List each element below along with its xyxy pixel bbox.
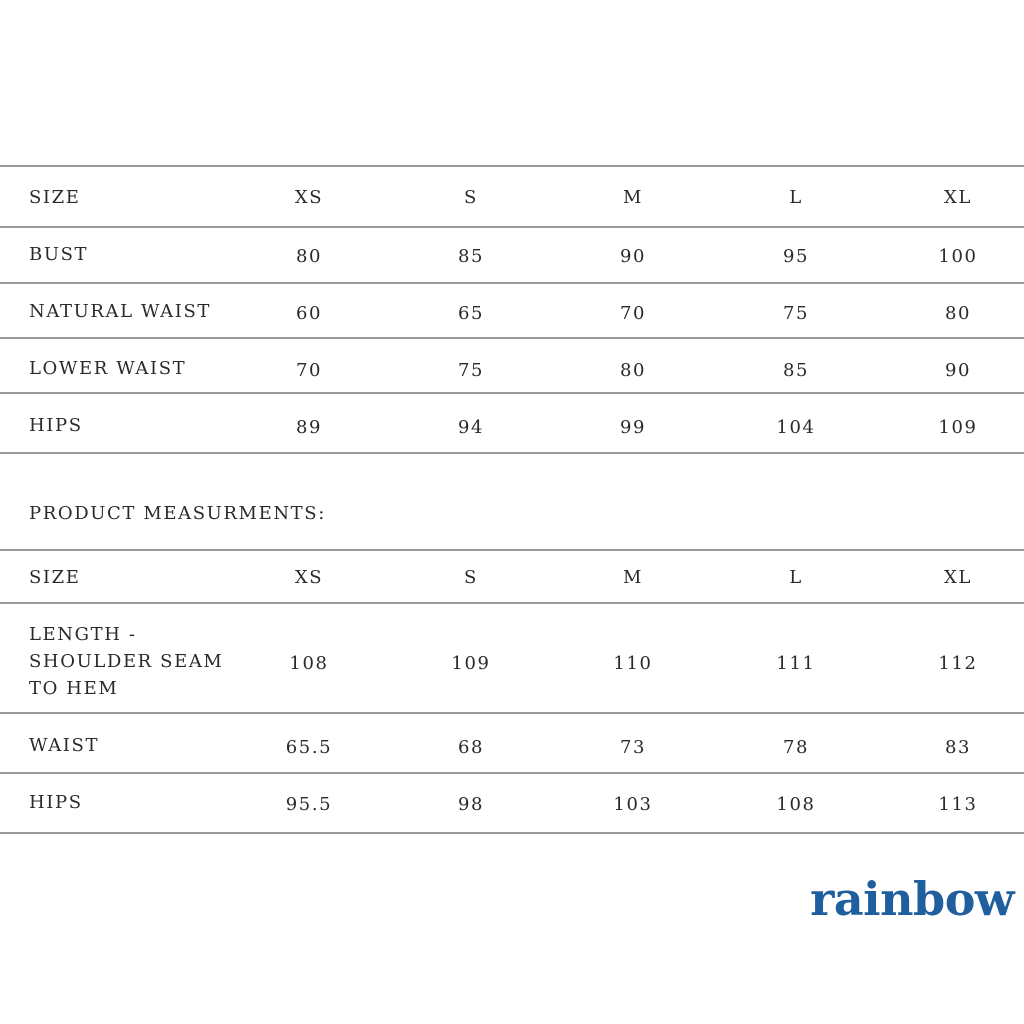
table-rule xyxy=(0,602,1024,604)
table-cell: 95.5 xyxy=(285,794,333,815)
table-rule xyxy=(0,226,1024,228)
table-cell: 95 xyxy=(782,246,810,267)
header-cell-xs: XS xyxy=(294,567,324,588)
table-cell: 98 xyxy=(457,794,485,815)
table-rule xyxy=(0,712,1024,714)
table-rule xyxy=(0,337,1024,339)
table-cell: 60 xyxy=(295,303,323,324)
row-label: BUST xyxy=(29,244,89,265)
table-cell: 94 xyxy=(457,417,485,438)
header-cell-s: S xyxy=(464,567,478,588)
table-cell: 80 xyxy=(295,246,323,267)
table-rule xyxy=(0,549,1024,551)
row-label: LOWER WAIST xyxy=(29,358,187,379)
header-cell-xl: XL xyxy=(944,187,972,208)
table-cell: 80 xyxy=(944,303,972,324)
header-cell-s: S xyxy=(464,187,478,208)
table-rule xyxy=(0,772,1024,774)
table-cell: 85 xyxy=(457,246,485,267)
table-cell: 111 xyxy=(776,653,816,674)
table-cell: 110 xyxy=(613,653,653,674)
row-label-line: TO HEM xyxy=(29,678,119,699)
header-cell-l: L xyxy=(789,567,803,588)
table-cell: 108 xyxy=(289,653,329,674)
table-cell: 68 xyxy=(457,737,485,758)
table-rule xyxy=(0,452,1024,454)
table-cell: 113 xyxy=(938,794,978,815)
header-cell-l: L xyxy=(789,187,803,208)
table-cell: 78 xyxy=(782,737,810,758)
table-cell: 109 xyxy=(451,653,491,674)
header-cell-m: M xyxy=(622,567,644,588)
table-cell: 75 xyxy=(782,303,810,324)
table-cell: 90 xyxy=(944,360,972,381)
table-cell: 70 xyxy=(619,303,647,324)
table-cell: 108 xyxy=(776,794,816,815)
table-cell: 103 xyxy=(613,794,653,815)
table-cell: 104 xyxy=(776,417,816,438)
table-cell: 90 xyxy=(619,246,647,267)
table-rule xyxy=(0,165,1024,167)
header-cell-m: M xyxy=(622,187,644,208)
table-cell: 70 xyxy=(295,360,323,381)
table-cell: 112 xyxy=(938,653,978,674)
row-label: HIPS xyxy=(29,415,83,436)
header-cell-size: SIZE xyxy=(29,187,81,208)
row-label-line: SHOULDER SEAM xyxy=(29,651,224,672)
table-cell: 75 xyxy=(457,360,485,381)
table-cell: 80 xyxy=(619,360,647,381)
header-cell-xl: XL xyxy=(944,567,972,588)
table-cell: 109 xyxy=(938,417,978,438)
row-label-line: LENGTH - xyxy=(29,624,137,645)
table-cell: 99 xyxy=(619,417,647,438)
rainbow-logo: rainbow xyxy=(810,872,1014,926)
section-title: PRODUCT MEASURMENTS: xyxy=(29,503,326,524)
table-cell: 83 xyxy=(944,737,972,758)
row-label: WAIST xyxy=(29,735,100,756)
table-cell: 85 xyxy=(782,360,810,381)
header-cell-size: SIZE xyxy=(29,567,81,588)
table-cell: 65.5 xyxy=(285,737,333,758)
row-label: HIPS xyxy=(29,792,83,813)
table-cell: 100 xyxy=(938,246,978,267)
header-cell-xs: XS xyxy=(294,187,324,208)
table-rule xyxy=(0,392,1024,394)
row-label: NATURAL WAIST xyxy=(29,301,212,322)
table-rule xyxy=(0,282,1024,284)
table-cell: 73 xyxy=(619,737,647,758)
table-rule xyxy=(0,832,1024,834)
table-cell: 65 xyxy=(457,303,485,324)
table-cell: 89 xyxy=(295,417,323,438)
